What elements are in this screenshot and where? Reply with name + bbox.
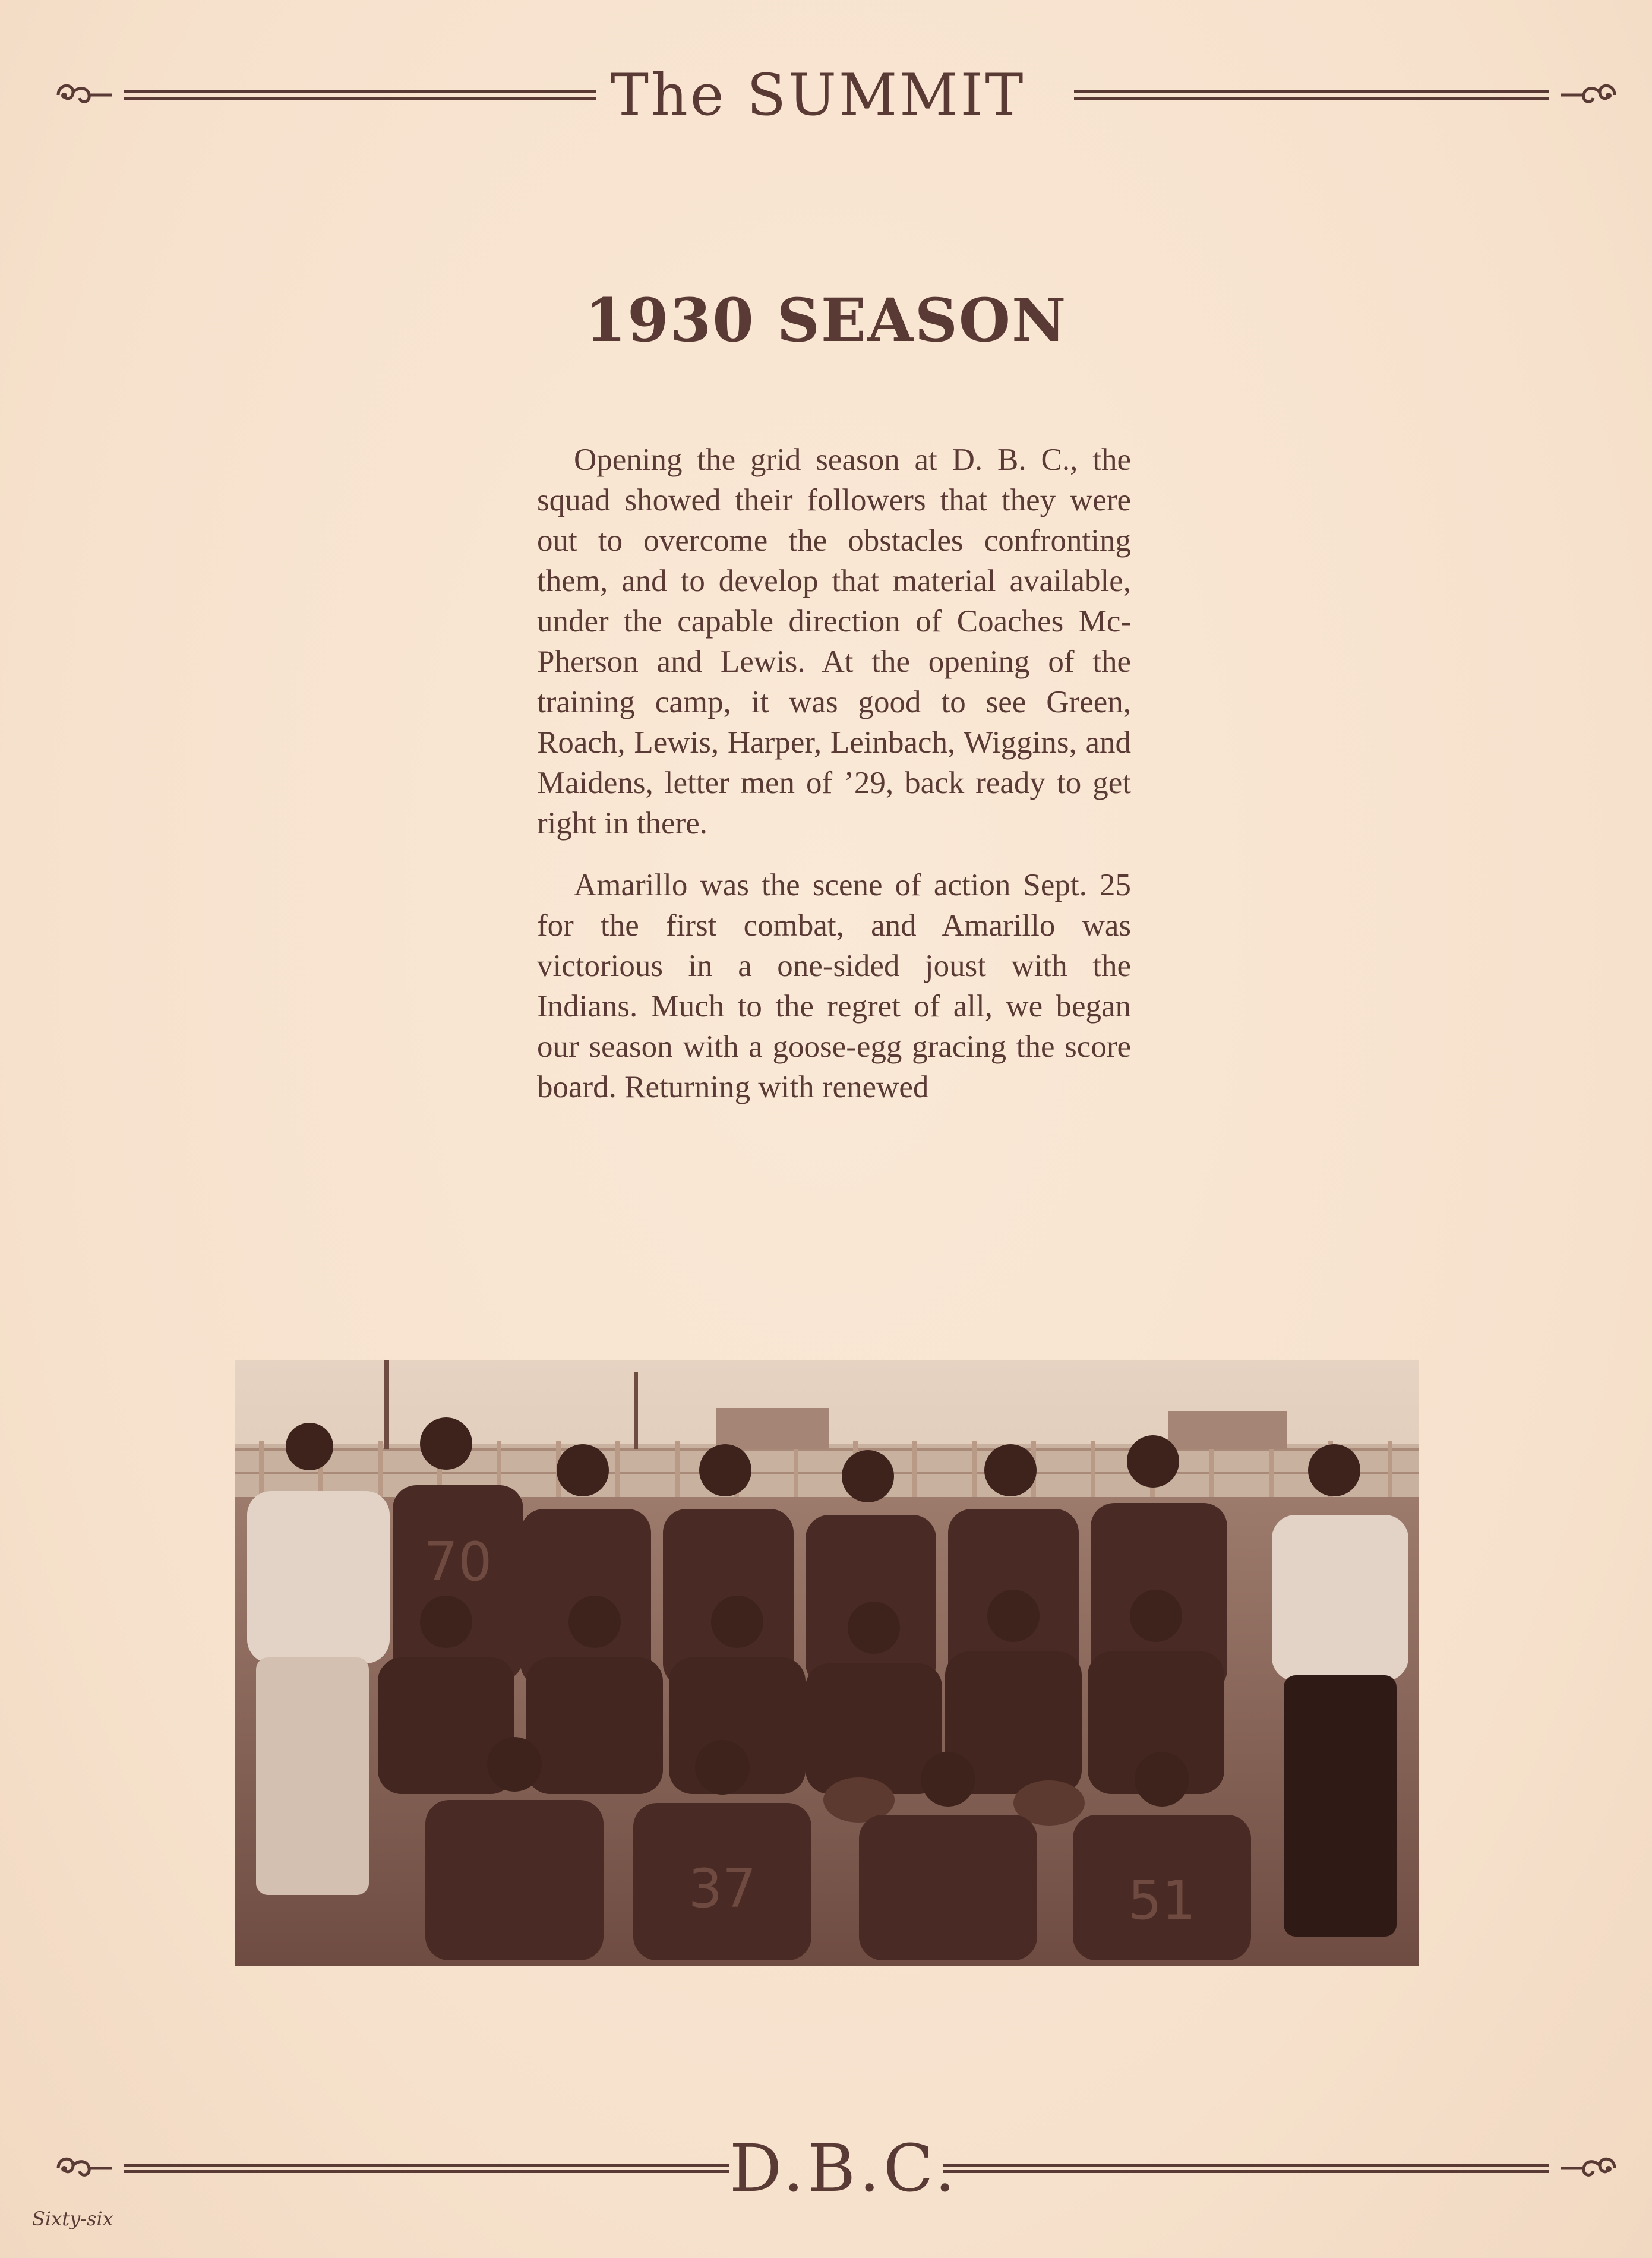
footer-rule-left <box>124 2164 729 2173</box>
left-flourish-icon <box>52 2148 118 2189</box>
paragraph: Opening the grid season at D. B. C., the squad showed their followers that they were out to overcome the obstacles confronting them, and to develop that material available, under the capable direction of Coaches McPherson and Lewis. At the opening of the training camp, it was good to see Green, Roach, Lewis, Harper, Leinbach, Wiggins, and Maidens, letter men of ’29, back ready to get right in there. <box>537 443 1131 841</box>
page-number: Sixty-six <box>32 2208 113 2230</box>
jersey-number: 70 <box>424 1531 492 1593</box>
footer-monogram: D.B.C. <box>729 2130 959 2206</box>
team-photo <box>235 1360 1419 1966</box>
footer-rule <box>52 2121 1621 2216</box>
jersey-number: 51 <box>1127 1869 1196 1932</box>
section-title: 1930 SEASON <box>585 285 1067 355</box>
running-head: The SUMMIT <box>611 62 1026 128</box>
article-body <box>537 440 1131 1129</box>
header-rule-left <box>124 90 596 100</box>
footer-rule-right <box>943 2164 1549 2173</box>
left-flourish-icon <box>52 74 118 116</box>
paragraph: Amarillo was the scene of action Sept. 25 for the first combat, and Amarillo was victorious in a one-sided joust with the Indians. Much to the regret of all, we began our season with a goose-egg gracing the score board. Returning with renewed <box>537 868 1131 1104</box>
right-flourish-icon <box>1555 2148 1621 2189</box>
header-rule-right <box>1074 90 1549 100</box>
header-rule <box>52 48 1621 143</box>
jersey-number: 37 <box>688 1858 757 1920</box>
right-flourish-icon <box>1555 74 1621 116</box>
